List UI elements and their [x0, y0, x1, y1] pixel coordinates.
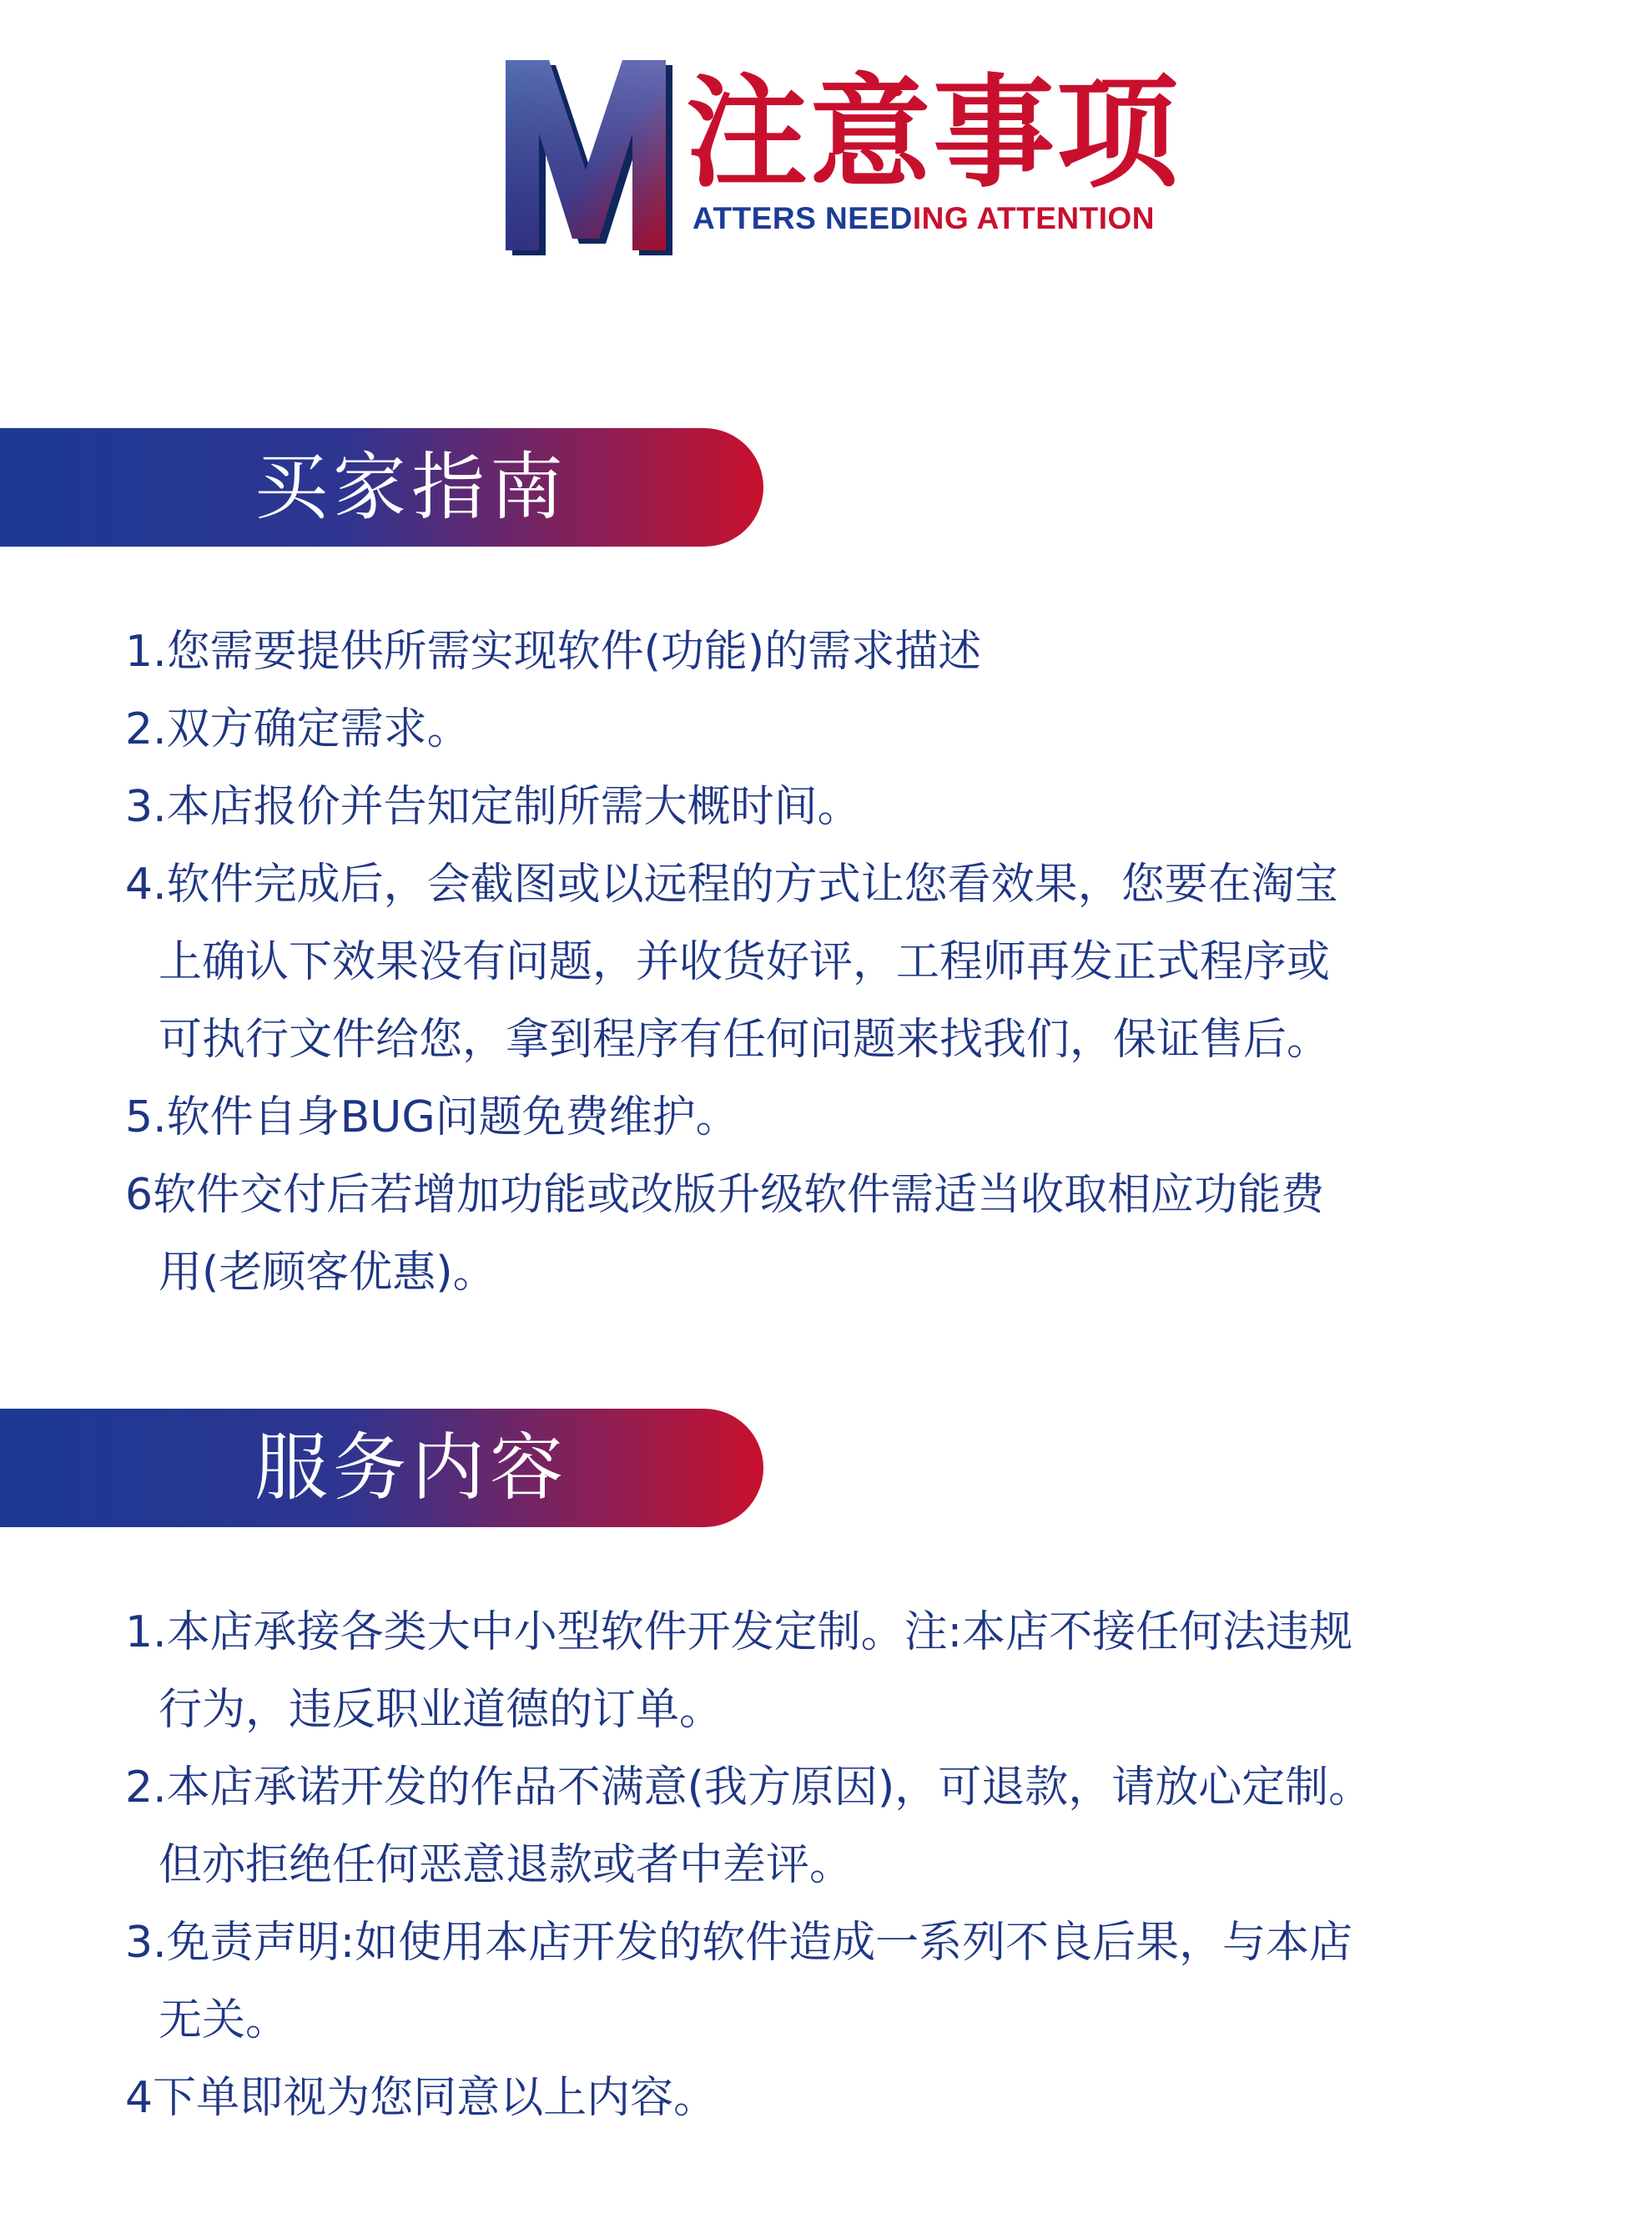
list-item: [125, 1079, 1544, 1157]
section-banner-buyer-guide: [0, 428, 763, 547]
list-item: [125, 1157, 1544, 1312]
list-item: [125, 846, 1544, 1079]
list-item-text: 5.软件自身BUG问题免费维护。: [125, 1092, 739, 1142]
list-item-text: 1.您需要提供所需实现软件(功能)的需求描述: [125, 627, 982, 677]
list-item-text: 2.双方确定需求。: [125, 704, 471, 754]
list-item-text: 3.免责声明:如使用本店开发的软件造成一系列不良后果，与本店: [125, 1918, 1353, 1968]
logo-m-mark: [501, 58, 684, 259]
list-item-text: 可执行文件给您，拿到程序有任何问题来找我们，保证售后。: [159, 1015, 1331, 1065]
list-item: [125, 1904, 1544, 2060]
list-item: [125, 613, 1544, 691]
logo-title: 注意事项: [686, 63, 1180, 204]
list-item-text: 用(老顾客优惠)。: [159, 1248, 496, 1298]
section-banner-service-content: [0, 1409, 763, 1527]
list-item-text: 但亦拒绝任何恶意退款或者中差评。: [159, 1840, 854, 1890]
list-item-text: 2.本店承诺开发的作品不满意(我方原因)，可退款，请放心定制。: [125, 1763, 1372, 1813]
section-title: 买家指南: [254, 444, 569, 530]
list-item: [125, 769, 1544, 846]
section-title: 服务内容: [254, 1425, 569, 1510]
header-logo: [501, 58, 1180, 267]
list-item-text: 上确认下效果没有问题，并收货好评，工程师再发正式程序或: [159, 937, 1331, 987]
logo-subtitle-blue: ATTERS NEED: [693, 201, 913, 235]
list-item-text: 3.本店报价并告知定制所需大概时间。: [125, 782, 861, 832]
logo-subtitle-red: ING ATTENTION: [912, 201, 1155, 235]
list-item-text: 4.软件完成后，会截图或以远程的方式让您看效果，您要在淘宝: [125, 860, 1338, 910]
service-content-list: [125, 1594, 1544, 2137]
list-item-text: 4下单即视为您同意以上内容。: [125, 2073, 718, 2123]
logo-subtitle: [693, 194, 1155, 244]
list-item-text: 1.本店承接各类大中小型软件开发定制。注:本店不接任何法违规: [125, 1607, 1353, 1657]
buyer-guide-list: [125, 613, 1544, 1312]
list-item: [125, 1749, 1544, 1904]
list-item: [125, 691, 1544, 769]
list-item-text: 6软件交付后若增加功能或改版升级软件需适当收取相应功能费: [125, 1170, 1325, 1220]
list-item: [125, 2060, 1544, 2137]
list-item-text: 行为，违反职业道德的订单。: [159, 1685, 723, 1735]
list-item-text: 无关。: [159, 1995, 290, 2045]
list-item: [125, 1594, 1544, 1749]
